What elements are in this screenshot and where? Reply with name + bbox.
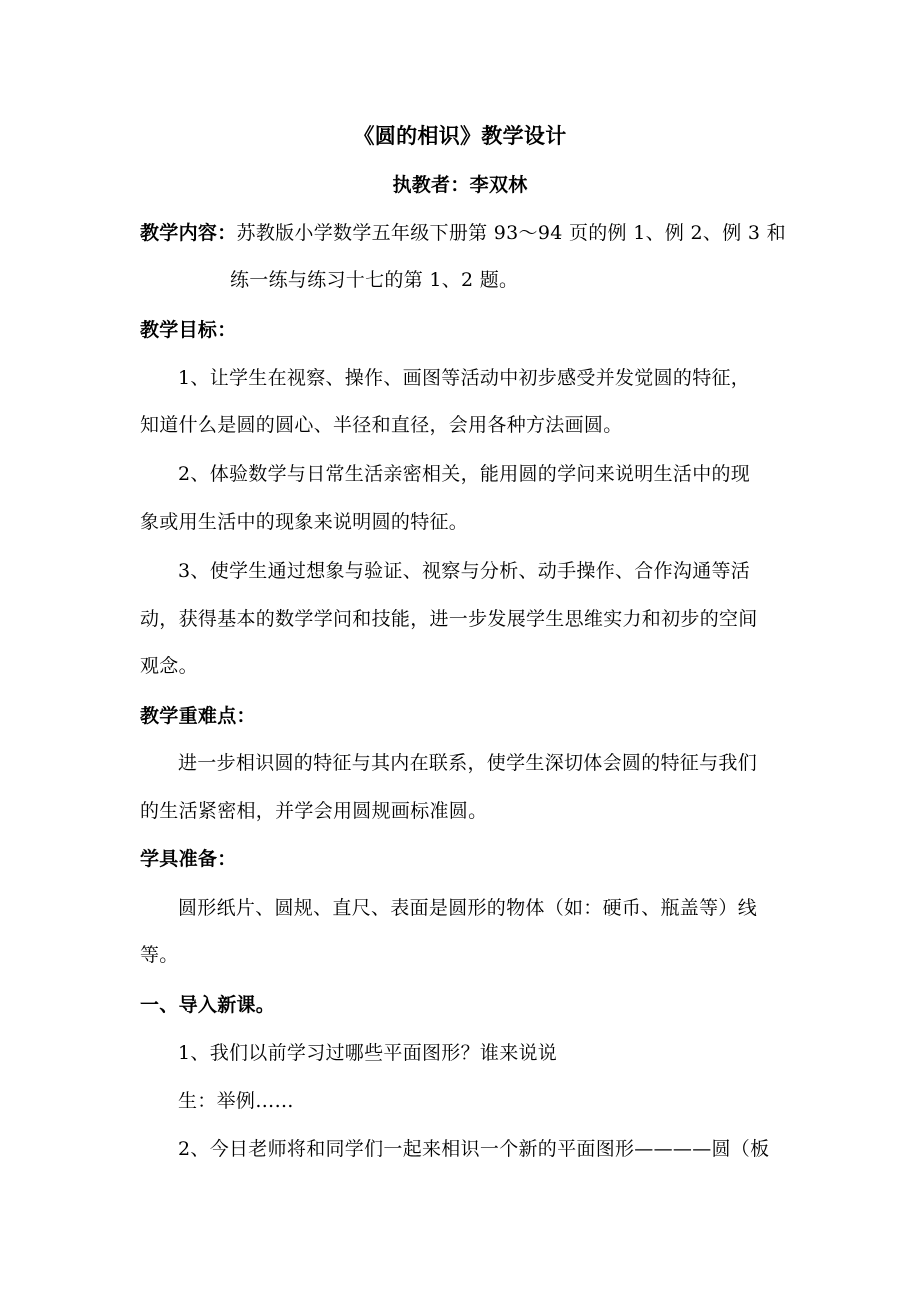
objective-3-line-3: 观念。 (140, 655, 198, 677)
key-points-line-1: 进一步相识圆的特征与其内在联系，使学生深切体会圆的特征与我们 (178, 752, 758, 774)
materials-line-2: 等。 (140, 944, 179, 966)
content-text-1: 苏教版小学数学五年级下册第 93～94 页的例 1、例 2、例 3 和 (236, 222, 786, 244)
objective-1-line-2: 知道什么是圆的圆心、半径和直径，会用各种方法画圆。 (140, 414, 623, 436)
section-1-heading: 一、导入新课。 (140, 994, 276, 1016)
objective-2-line-1: 2、体验数学与日常生活亲密相关，能用圆的学问来说明生活中的现 (178, 463, 751, 485)
materials-line-1: 圆形纸片、圆规、直尺、表面是圆形的物体（如：硬币、瓶盖等）线 (178, 897, 758, 919)
key-points-line-2: 的生活紧密相，并学会用圆规画标准圆。 (140, 800, 488, 822)
objective-2-line-2: 象或用生活中的现象来说明圆的特征。 (140, 511, 469, 533)
objectives-heading: 教学目标： (140, 319, 237, 341)
content-line-1 (140, 221, 786, 245)
document-author: 执教者：李双林 (392, 174, 528, 196)
objective-1-line-1: 1、让学生在视察、操作、画图等活动中初步感受并发觉圆的特征， (178, 367, 751, 389)
key-points-heading: 教学重难点： (140, 705, 256, 727)
content-label: 教学内容： (140, 222, 237, 244)
objective-3-line-2: 动，获得基本的数学学问和技能，进一步发展学生思维实力和初步的空间 (140, 608, 758, 630)
objective-3-line-1: 3、使学生通过想象与验证、视察与分析、动手操作、合作沟通等活 (178, 560, 751, 582)
materials-heading: 学具准备： (140, 848, 237, 870)
section-1-item-2: 2、今日老师将和同学们一起来相识一个新的平面图形————圆（板 (178, 1138, 770, 1160)
section-1-student: 生：举例…… (178, 1090, 294, 1112)
content-text-2: 练一练与练习十七的第 1、2 题。 (230, 269, 519, 291)
document-title: 《圆的相识》教学设计 (353, 123, 567, 148)
section-1-item-1: 1、我们以前学习过哪些平面图形？谁来说说 (178, 1042, 558, 1064)
